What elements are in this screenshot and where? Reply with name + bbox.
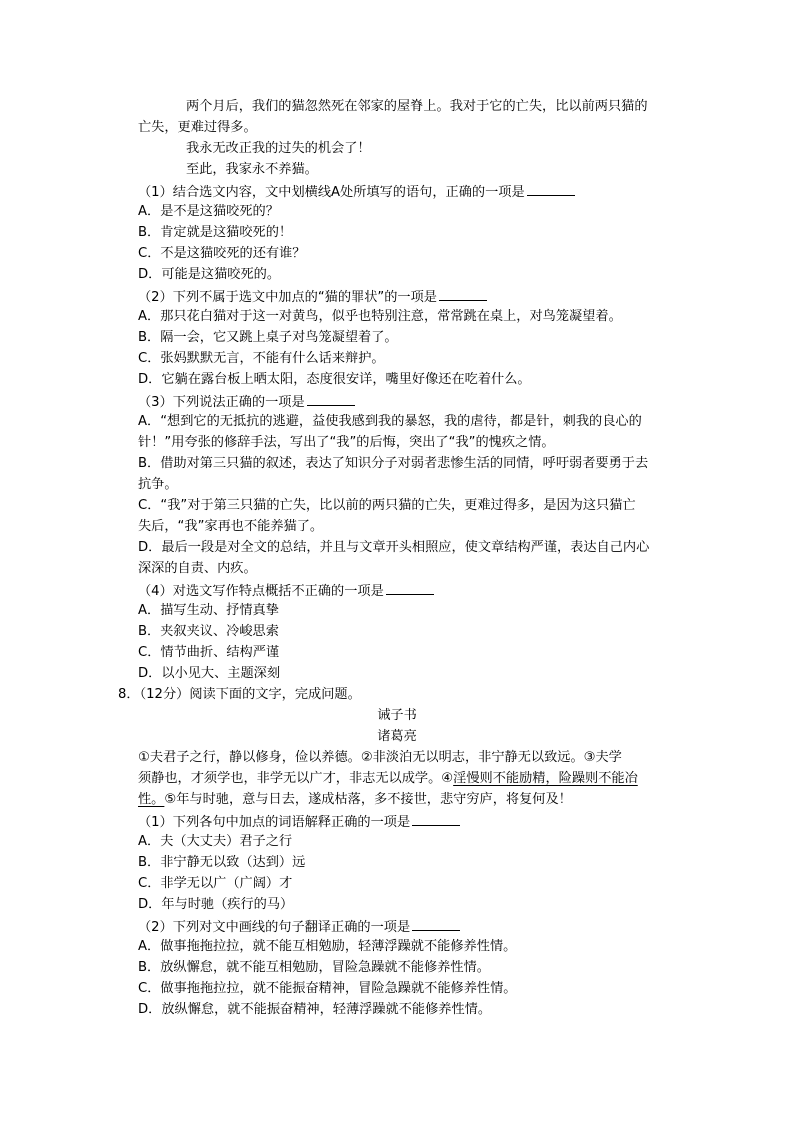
option: C．不是这猫咬死的还有谁？ <box>138 246 306 261</box>
option: C．情节曲折、结构严谨 <box>138 645 280 660</box>
question-stem: （3）下列说法正确的一项是 <box>138 391 355 411</box>
option-continued: 失后，“我”家再也不能养猫了。 <box>138 519 324 534</box>
classical-text-line: 须静也，才须学也，非学无以广才，非志无以成学。④淫慢则不能励精，险躁则不能冶 <box>138 771 638 786</box>
answer-blank <box>307 391 355 406</box>
option: D．最后一段是对全文的总结，并且与文章开头相照应，使文章结构严谨，表达自己内心 <box>138 540 650 555</box>
article-title: 诫子书 <box>377 708 417 723</box>
option: D．放纵懈怠，就不能振奋精神，轻薄浮躁就不能修养性情。 <box>138 1002 492 1017</box>
question-header: 8．（12分）阅读下面的文字，完成问题。 <box>118 687 361 702</box>
option-continued: 针！”用夸张的修辞手法，写出了“我”的后悔，突出了“我”的愧疚之情。 <box>138 435 555 450</box>
option: A．是不是这猫咬死的？ <box>138 204 279 219</box>
option: B．隔一会，它又跳上桌子对鸟笼凝望着了。 <box>138 330 398 345</box>
option: B．夹叙夹议、冷峻思索 <box>138 624 279 639</box>
option: C．“我”对于第三只猫的亡失，比以前的两只猫的亡失，更难过得多，是因为这只猫亡 <box>138 498 636 513</box>
option: C．张妈默默无言，不能有什么话来辩护。 <box>138 351 385 366</box>
answer-blank <box>412 916 460 931</box>
option: B．放纵懈怠，就不能互相勉励，冒险急躁就不能修养性情。 <box>138 960 490 975</box>
passage-line: 两个月后，我们的猫忽然死在邻家的屋脊上。我对于它的亡失，比以前两只猫的 <box>186 99 648 114</box>
option: D．可能是这猫咬死的。 <box>138 267 281 282</box>
answer-blank <box>439 286 487 301</box>
option: A．做事拖拖拉拉，就不能互相勉励，轻薄浮躁就不能修养性情。 <box>138 939 517 954</box>
option: B．借助对第三只猫的叙述，表达了知识分子对弱者悲惨生活的同情，呼吁弱者要勇于去 <box>138 456 649 471</box>
passage-line: 至此，我家永不养猫。 <box>186 162 318 177</box>
option: C．非学无以广（广阔）才 <box>138 876 293 891</box>
passage-line: 亡失，更难过得多。 <box>138 120 257 135</box>
option: B．肯定就是这猫咬死的！ <box>138 225 293 240</box>
option: D．以小见大、主题深刻 <box>138 666 281 681</box>
option: A．那只花白猫对于这一对黄鸟，似乎也特别注意，常常跳在桌上，对鸟笼凝望着。 <box>138 309 622 324</box>
question-stem: （2）下列对文中画线的句子翻译正确的一项是 <box>138 916 460 936</box>
option: A．夫（大丈夫）君子之行 <box>138 834 293 849</box>
option-continued: 深深的自责、内疚。 <box>138 561 257 576</box>
option: D．它躺在露台板上晒太阳，态度很安详，嘴里好像还在吃着什么。 <box>138 372 531 387</box>
classical-text-line: ①夫君子之行，静以修身，俭以养德。②非淡泊无以明志，非宁静无以致远。③夫学 <box>138 750 622 765</box>
answer-blank <box>412 811 460 826</box>
question-stem: （4）对选文写作特点概括不正确的一项是 <box>138 580 434 600</box>
option: D．年与时驰（疾行的马） <box>138 897 294 912</box>
option: A．“想到它的无抵抗的逃避，益使我感到我的暴怒，我的虐待，都是针，刺我的良心的 <box>138 414 642 429</box>
underlined-sentence: 淫慢则不能励精，险躁则不能冶 <box>453 771 638 786</box>
question-stem: （2）下列不属于选文中加点的“猫的罪状”的一项是 <box>138 286 487 306</box>
question-stem: （1）结合选文内容，文中划横线A处所填写的语句，正确的一项是 <box>138 181 575 201</box>
question-stem: （1）下列各句中加点的词语解释正确的一项是 <box>138 811 460 831</box>
answer-blank <box>386 580 434 595</box>
underlined-sentence: 性。 <box>138 792 165 807</box>
option: C．做事拖拖拉拉，就不能振奋精神，冒险急躁就不能修养性情。 <box>138 981 517 996</box>
option: A．描写生动、抒情真挚 <box>138 603 279 618</box>
classical-text-line: 性。⑤年与时驰，意与日去，遂成枯落，多不接世，悲守穷庐，将复何及！ <box>138 792 572 807</box>
option-continued: 抗争。 <box>138 477 178 492</box>
option: B．非宁静无以致（达到）远 <box>138 855 306 870</box>
answer-blank <box>527 181 575 196</box>
passage-line: 我永无改正我的过失的机会了！ <box>186 141 371 156</box>
article-author: 诸葛亮 <box>377 729 417 744</box>
